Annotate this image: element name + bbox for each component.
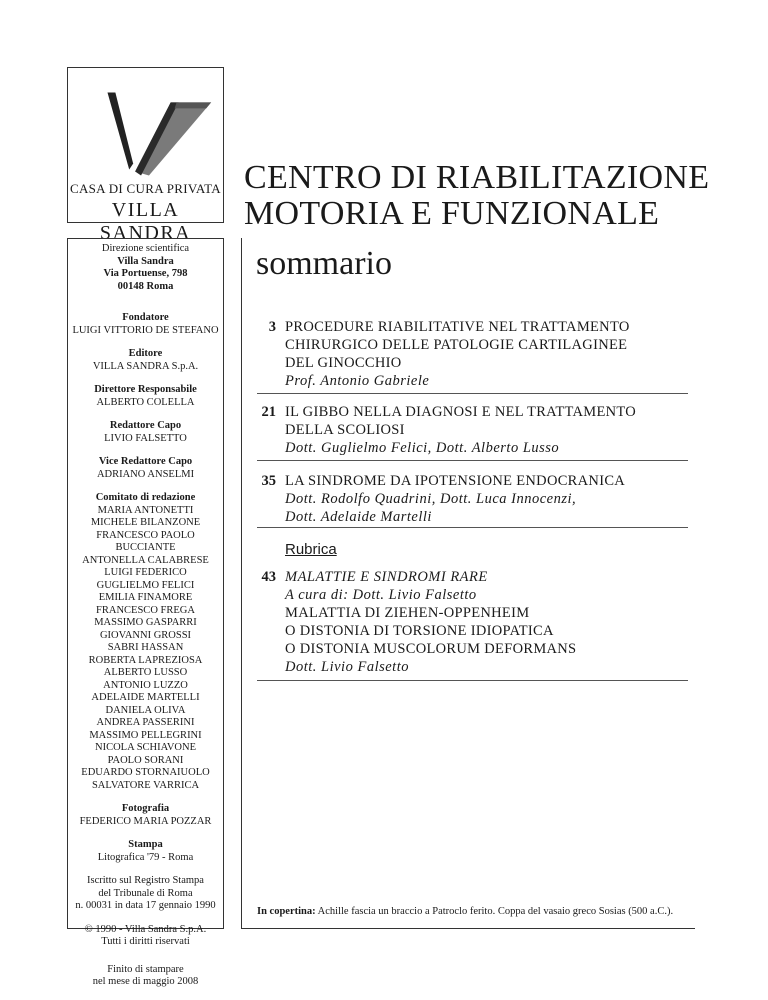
toc-page-number: 35 [261, 473, 276, 489]
masthead-value: nel mese di maggio 2008 [92, 976, 199, 987]
logo-name: VILLA SANDRA [99, 199, 192, 244]
toc-title-line: O DISTONIA MUSCOLORUM DEFORMANS [285, 641, 577, 657]
masthead-value: Tutti i diritti riservati [101, 936, 190, 947]
section-heading: sommario [256, 245, 392, 282]
comitato-member: ROBERTA LAPREZIOSA [88, 654, 203, 666]
comitato-member: FRANCESCO PAOLO BUCCIANTE [96, 529, 195, 553]
toc-title-line: PROCEDURE RIABILITATIVE NEL TRATTAMENTO [285, 319, 630, 335]
masthead-redattore [67, 420, 224, 445]
masthead-stampa [67, 839, 224, 864]
masthead-value: 00148 Roma [117, 280, 174, 292]
toc-entry[interactable] [250, 403, 690, 457]
toc-page-number: 43 [261, 569, 276, 585]
masthead-vice [67, 456, 224, 481]
masthead-registro [67, 875, 224, 913]
toc-entry[interactable] [250, 318, 690, 390]
cover-note-text: Achille fascia un braccio a Patroclo ferito. Coppa del vasaio greco Sosias (500 a.C.). [315, 906, 674, 917]
masthead-label: Direzione scientifica [101, 243, 190, 254]
logo-box [67, 67, 224, 244]
toc-author: Dott. Adelaide Martelli [285, 509, 432, 525]
toc-page-number: 21 [261, 404, 276, 420]
rubrica-label: Rubrica [285, 541, 337, 558]
comitato-member: EMILIA FINAMORE [98, 592, 193, 603]
comitato-member: FRANCESCO FREGA [96, 604, 195, 616]
comitato-member: ANTONIO LUZZO [103, 679, 188, 691]
masthead-label: Comitato di redazione [95, 492, 196, 503]
masthead-value: Litografica '79 - Roma [97, 851, 194, 863]
comitato-member: NICOLA SCHIAVONE [94, 742, 197, 753]
masthead-value: Finito di stampare [107, 963, 184, 975]
logo-subtitle: CASA DI CURA PRIVATA [69, 181, 221, 196]
comitato-member: GUGLIELMO FELICI [96, 579, 195, 591]
masthead-label: Direttore Responsabile [94, 384, 197, 395]
masthead-value: Villa Sandra [117, 255, 174, 267]
toc-title-line: DEL GINOCCHIO [285, 355, 402, 371]
masthead-editore [67, 348, 224, 373]
page-title [244, 160, 744, 232]
masthead-value: LIVIO FALSETTO [104, 432, 187, 444]
toc-entry[interactable] [250, 472, 690, 526]
comitato-member: SALVATORE VARRICA [91, 779, 200, 791]
comitato-member: MICHELE BILANZONE [90, 517, 201, 528]
masthead-value: LUIGI VITTORIO DE STEFANO [72, 324, 219, 336]
divider [257, 527, 688, 528]
masthead-copyright [67, 924, 224, 949]
masthead-value: ADRIANO ANSELMI [96, 468, 195, 480]
comitato-member: ALBERTO LUSSO [103, 667, 188, 678]
divider [257, 393, 688, 394]
toc-author: Prof. Antonio Gabriele [285, 373, 430, 389]
masthead-fondatore [67, 312, 224, 337]
masthead-direzione [67, 243, 224, 293]
toc-entry-rubrica[interactable] [250, 568, 690, 676]
masthead-label: Stampa [128, 839, 163, 850]
masthead-value: n. 00031 in data 17 gennaio 1990 [75, 900, 216, 911]
masthead-value: FEDERICO MARIA POZZAR [79, 815, 212, 827]
toc-author: Dott. Guglielmo Felici, Dott. Alberto Lusso [285, 440, 560, 456]
toc-title-line: CHIRURGICO DELLE PATOLOGIE CARTILAGINEE [285, 337, 628, 353]
comitato-member: ANDREA PASSERINI [96, 717, 195, 728]
divider [257, 680, 688, 681]
villa-sandra-logo-icon [68, 84, 223, 184]
masthead-direttore [67, 384, 224, 409]
masthead-comitato [67, 492, 224, 792]
toc-author: Dott. Rodolfo Quadrini, Dott. Luca Innocenzi, [285, 491, 577, 507]
comitato-member: GIOVANNI GROSSI [99, 629, 192, 641]
comitato-member: MASSIMO GASPARRI [94, 617, 197, 628]
masthead-value: del Tribunale di Roma [98, 887, 193, 899]
rubrica-section-title: MALATTIE E SINDROMI RARE [285, 569, 488, 585]
comitato-member: EDUARDO STORNAIUOLO [81, 767, 210, 778]
toc-page-number: 3 [268, 319, 276, 335]
masthead-label: Fondatore [122, 312, 169, 323]
comitato-list [67, 505, 224, 793]
rubrica-curator: A cura di: Dott. Livio Falsetto [285, 587, 477, 603]
masthead-value: ALBERTO COLELLA [96, 396, 195, 408]
masthead-value: VILLA SANDRA S.p.A. [92, 360, 199, 372]
masthead-label: Editore [128, 348, 163, 359]
comitato-member: PAOLO SORANI [107, 754, 184, 766]
comitato-member: DANIELA OLIVA [105, 704, 186, 716]
masthead-value: Iscritto sul Registro Stampa [87, 875, 204, 886]
toc-title-line: IL GIBBO NELLA DIAGNOSI E NEL TRATTAMENTO [285, 404, 637, 420]
toc-title-line: LA SINDROME DA IPOTENSIONE ENDOCRANICA [285, 473, 626, 489]
cover-note [257, 906, 673, 917]
masthead-label: Fotografia [121, 803, 170, 814]
masthead-label: Redattore Capo [109, 420, 182, 431]
masthead-finito [67, 964, 224, 989]
divider [257, 460, 688, 461]
toc-title-line: O DISTONIA DI TORSIONE IDIOPATICA [285, 623, 554, 639]
toc-title-line: DELLA SCOLIOSI [285, 422, 405, 438]
comitato-member: SABRI HASSAN [107, 642, 184, 653]
masthead-value: Via Portuense, 798 [103, 268, 188, 279]
comitato-member: ANTONELLA CALABRESE [82, 554, 209, 566]
comitato-member: LUIGI FEDERICO [104, 567, 187, 578]
page-title-line: CENTRO DI RIABILITAZIONE [244, 159, 710, 196]
masthead-value: © 1990 - Villa Sandra S.p.A. [84, 923, 207, 935]
toc-title-line: MALATTIA DI ZIEHEN-OPPENHEIM [285, 605, 530, 621]
toc-author: Dott. Livio Falsetto [285, 659, 409, 675]
cover-note-label: In copertina: [257, 906, 316, 917]
masthead-fotografia [67, 803, 224, 828]
comitato-member: MASSIMO PELLEGRINI [89, 729, 202, 741]
masthead-label: Vice Redattore Capo [98, 456, 193, 467]
comitato-member: MARIA ANTONETTI [97, 504, 194, 516]
page-title-line: MOTORIA E FUNZIONALE [244, 195, 660, 232]
comitato-member: ADELAIDE MARTELLI [91, 692, 200, 703]
masthead [67, 243, 224, 1000]
